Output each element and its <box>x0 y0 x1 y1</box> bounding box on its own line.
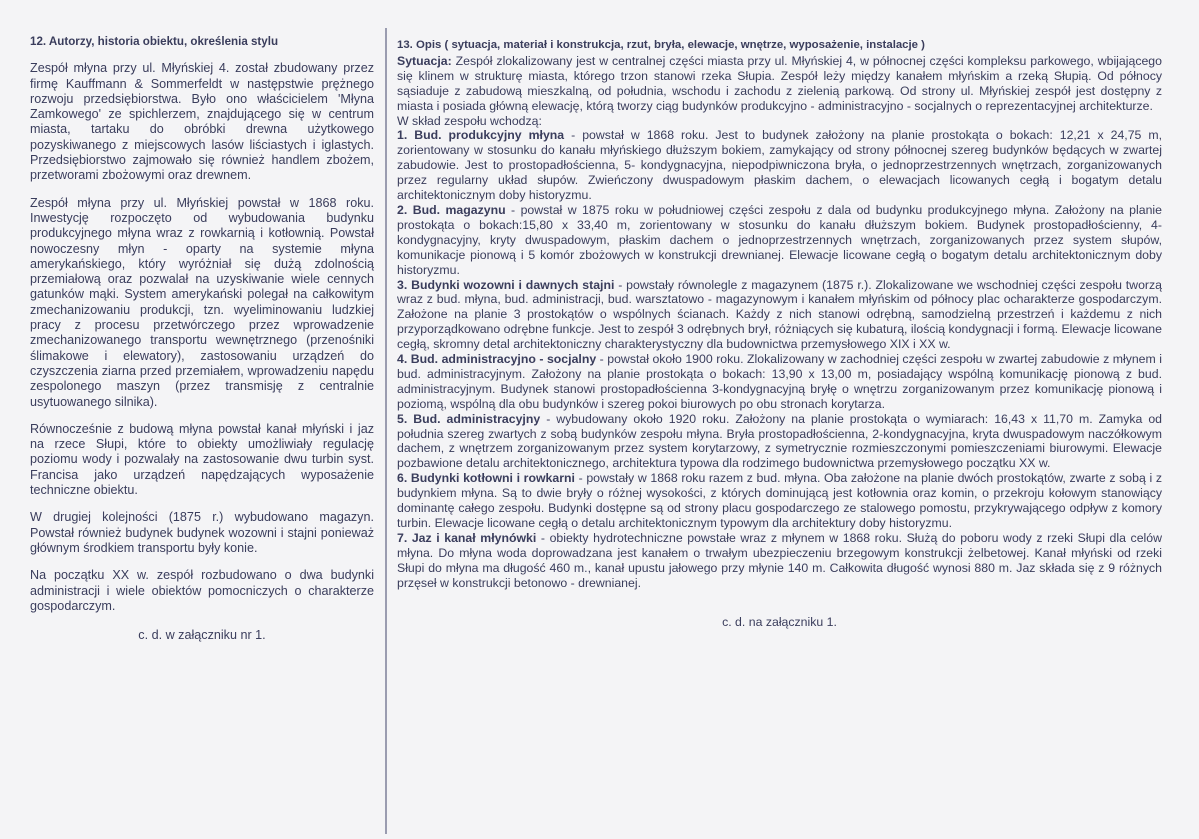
component-text: - powstał w 1875 roku w południowej części zespołu z dala od budynku produkcyjnego młyna. Założony na planie prostokąta o bokach:15,80 x 33,40 m, zorientowany w stosunku do kanału dłuższym bokiem. Budynek prostopadłościenny, 4-kondygnacyjny, kryty dwuspadowym, płaskim dachem o jednoprzestrzennych wnętrzach, zorganizowanych przez system słupów, komunikacje pionową i 5 komór zbożowych w konstrukcji drewnianej. Elewacje licowane cegłą o bogatym detalu architektonicznym doby historyzmu. <box>397 202 1162 277</box>
history-paragraph-5: Na początku XX w. zespół rozbudowano o dwa budynki administracji i wiele obiektów pomocniczych o charakterze gospodarczym. <box>30 568 374 613</box>
component-item <box>397 278 1162 353</box>
history-paragraph-4: W drugiej kolejności (1875 r.) wybudowano magazyn. Powstał również budynek budynek wozowni i stajni ponieważ głównym środkiem transportu były konie. <box>30 510 374 555</box>
component-label: 1. Bud. produkcyjny młyna <box>397 128 565 143</box>
left-continuation-note: c. d. w załączniku nr 1. <box>138 628 266 643</box>
component-text: - powstał około 1900 roku. Zlokalizowany w zachodniej części zespołu w zwartej zabudowie z młynem i bud. administracyjnym. Założony na planie prostokąta o bokach: 13,90 x 13,00 m, posiadający wspólną komunikację pionową z bud. administracyjnym. Budynek stanowi prostopadłościenna 3-kondygnacyjną bryłę o wnętrzu zorganizowanym przez komunikację pionową i poziomą, wspólną dla obu budynków i szereg pokoi biurowych po obu stronach korytarza. <box>397 352 1162 411</box>
component-text: - powstały w 1868 roku razem z bud. młyna. Oba założone na planie dwóch prostokątów, zwarte z sobą i z budynkiem młyna. Są to dwie bryły o różnej wysokości, z których dominującą jest kotłownia oraz komin, o przekroju kołowym stanowiący dominantę całego zespołu. Budynki dostępne są od strony placu gospodarczego ze stalowego pomostu, przykrywającego odpływ z komory turbin. Elewacje licowane cegłą o detalu architektonicznym typowym dla architektury doby historyzmu. <box>397 471 1162 530</box>
component-item <box>397 412 1162 472</box>
component-text: - wybudowany około 1920 roku. Założony na planie prostokąta o wymiarach: 16,43 x 11,70 m. Zamyka od południa szereg zwartych z sobą budynków zespołu młyna. Bryła prostopadłościenna, 2-kondygnacyjna, kryta dwuspadowym naczółkowym dachem, z wnętrzem zorganizowanym przez system korytarzowy, z symetrycznie rozmieszczonymi pomieszczeniami biurowymi. Elewacje pozbawione detalu architektonicznego, architektura typowa dla rodzimego budownictwa przemysłowego początku XX w. <box>397 411 1162 471</box>
history-paragraph-1: Zespół młyna przy ul. Młyńskiej 4. został zbudowany przez firmę Kauffmann & Sommerfeldt w następstwie prężnego rozwoju przedsiębiorstwa. Było ono właścicielem 'Młyna Zamkowego' ze spichlerzem, znajdującego się w centrum miasta, tartaku do obróbki drewna użytkowego pozyskiwanego z miejscowych lasów liściastych i iglastych. Przedsiębiorstwo zajmowało się również handlem zbożem, przetworami zbożowymi oraz drewnem. <box>30 61 374 183</box>
right-continuation-note: c. d. na załączniku 1. <box>722 614 837 629</box>
situation-text: Zespół zlokalizowany jest w centralnej części miasta przy ul. Młyńskiej 4, w północnej części kompleksu parkowego, wbijającego się klinem w strukturę miasta, którego trzon stanowi rzeka Słupia. Zespół leży między kanałem młyńskim a rzeką Słupią. Od północy sąsiaduje z zabudową mieszkalną, od południa, wschodu i zachodu z zielenią parkową. Od strony ul. Młyńskiej zespół jest dostępny z miasta i posiada główną elewację, którą tworzy ciąg budynków produkcyjno - administracyjno - socjalnych o reprezentacyjnej architekturze. <box>397 53 1162 113</box>
column-divider <box>385 28 387 834</box>
situation-paragraph <box>397 54 1162 114</box>
component-label: 6. Budynki kotłowni i rowkarni <box>397 471 575 486</box>
component-text: - powstał w 1868 roku. Jest to budynek założony na planie prostokąta o bokach: 12,21 x 24,75 m, zorientowany w stosunku do kanału młyńskiego dłuższym bokiem, zamykający od strony północnej szereg budynków będących w zwartej zabudowie. Jest to prostopadłościenna, 5- kondygnacyjna, niepodpiwniczona bryła, o jednoprzestrzennych wnętrzach, zorganizowanych przez regularny układ słupów. Zwieńczony dwuspadowym płaskim dachem, o elewacjach licowanych cegłą i bogatym detalu architektonicznym doby historyzmu. <box>397 128 1163 203</box>
component-item <box>397 471 1162 531</box>
component-label: 4. Bud. administracyjno - socjalny <box>397 352 597 367</box>
components-intro: W skład zespołu wchodzą: <box>397 113 542 128</box>
history-paragraph-3: Równocześnie z budową młyna powstał kanał młyński i jaz na rzece Słupi, które to obiekty umożliwiały regulację poziomu wody i pozwalały na zastosowanie dwu turbin syst. Francisa jako urządzeń napędzających wyposażenie techniczne obiektu. <box>30 421 374 498</box>
component-label: 5. Bud. administracyjny <box>397 411 541 426</box>
component-label: 3. Budynki wozowni i dawnych stajni <box>397 277 615 292</box>
component-item <box>397 203 1162 278</box>
section-12-column <box>30 34 374 643</box>
component-label: 2. Bud. magazynu <box>397 202 506 217</box>
history-paragraph-2: Zespół młyna przy ul. Młyńskiej powstał w 1868 roku. Inwestycję rozpoczęto od wybudowania budynku produkcyjnego młyna wraz z rowkarnią i kotłownią. Powstał nowoczesny młyn - oparty na systemie młyna amerykańskiego, który wyróżniał się dużą zdolnością przemiałową oraz pozwalał na uzyskiwanie wiele cennych gatunków mąki. System amerykański polegał na całkowitym zmechanizowaniu produkcji, tzn. wyeliminowaniu ludzkiej pracy z procesu przetwórczego przez wprowadzenie zmechanizowanego transportu wewnętrznego (przenośniki ślimakowe i elewatory), zastosowaniu urządzeń do czyszczenia ziarna przed przemiałem, wprowadzeniu napędu zespolonego maszyn (przez transmisję z centralnie usytuowanego silnika). <box>30 195 374 409</box>
component-item <box>397 128 1162 203</box>
section-13-column <box>397 38 1162 629</box>
section-12-heading: 12. Autorzy, historia obiektu, określenia stylu <box>30 35 279 48</box>
section-13-heading: 13. Opis ( sytuacja, materiał i konstrukcja, rzut, bryła, elewacje, wnętrze, wyposażenie, instalacje ) <box>397 39 925 51</box>
component-label: 7. Jaz i kanał młynówki <box>397 530 537 545</box>
component-text: - obiekty hydrotechniczne powstałe wraz z młynem w 1868 roku. Służą do poboru wody z rzeki Słupi dla celów młyna. Do młyna woda doprowadzana jest kanałem o trwałym ubezpieczeniu brzegowym konstrukcji żelbetowej. Kanał młyński od rzeki Słupi do młyna ma długość 460 m., kanał upustu jałowego przy młynie 140 m. Całkowita długość wynosi 880 m. Jaz składa się z 9 różnych przęseł w konstrukcji betonowo - drewnianej. <box>397 530 1162 590</box>
component-item <box>397 352 1162 412</box>
situation-label: Sytuacja: <box>397 53 452 68</box>
component-text: - powstały równolegle z magazynem (1875 r.). Zlokalizowane we wschodniej części zespołu tworzą wraz z bud. młyna, bud. administracji, bud. warsztatowo - magazynowym i kanałem młyńskim od północy plac ocharakterze gospodarczym. Założone na planie 3 prostokątów o wspólnych ścianach. Każdy z nich stanowi odrębną, samodzielną przestrzeń i każdemu z nich przyporządkowano odrębne funkcje. Jest to zespół 3 odrębnych brył, różniących się kubaturą, ilością kondygnacji i formą. Elewacje licowane cegłą, skromny detal architektoniczny charakterystyczny dla budownictwa przemysłowego XIX i XX w. <box>397 277 1162 352</box>
component-item <box>397 531 1162 591</box>
